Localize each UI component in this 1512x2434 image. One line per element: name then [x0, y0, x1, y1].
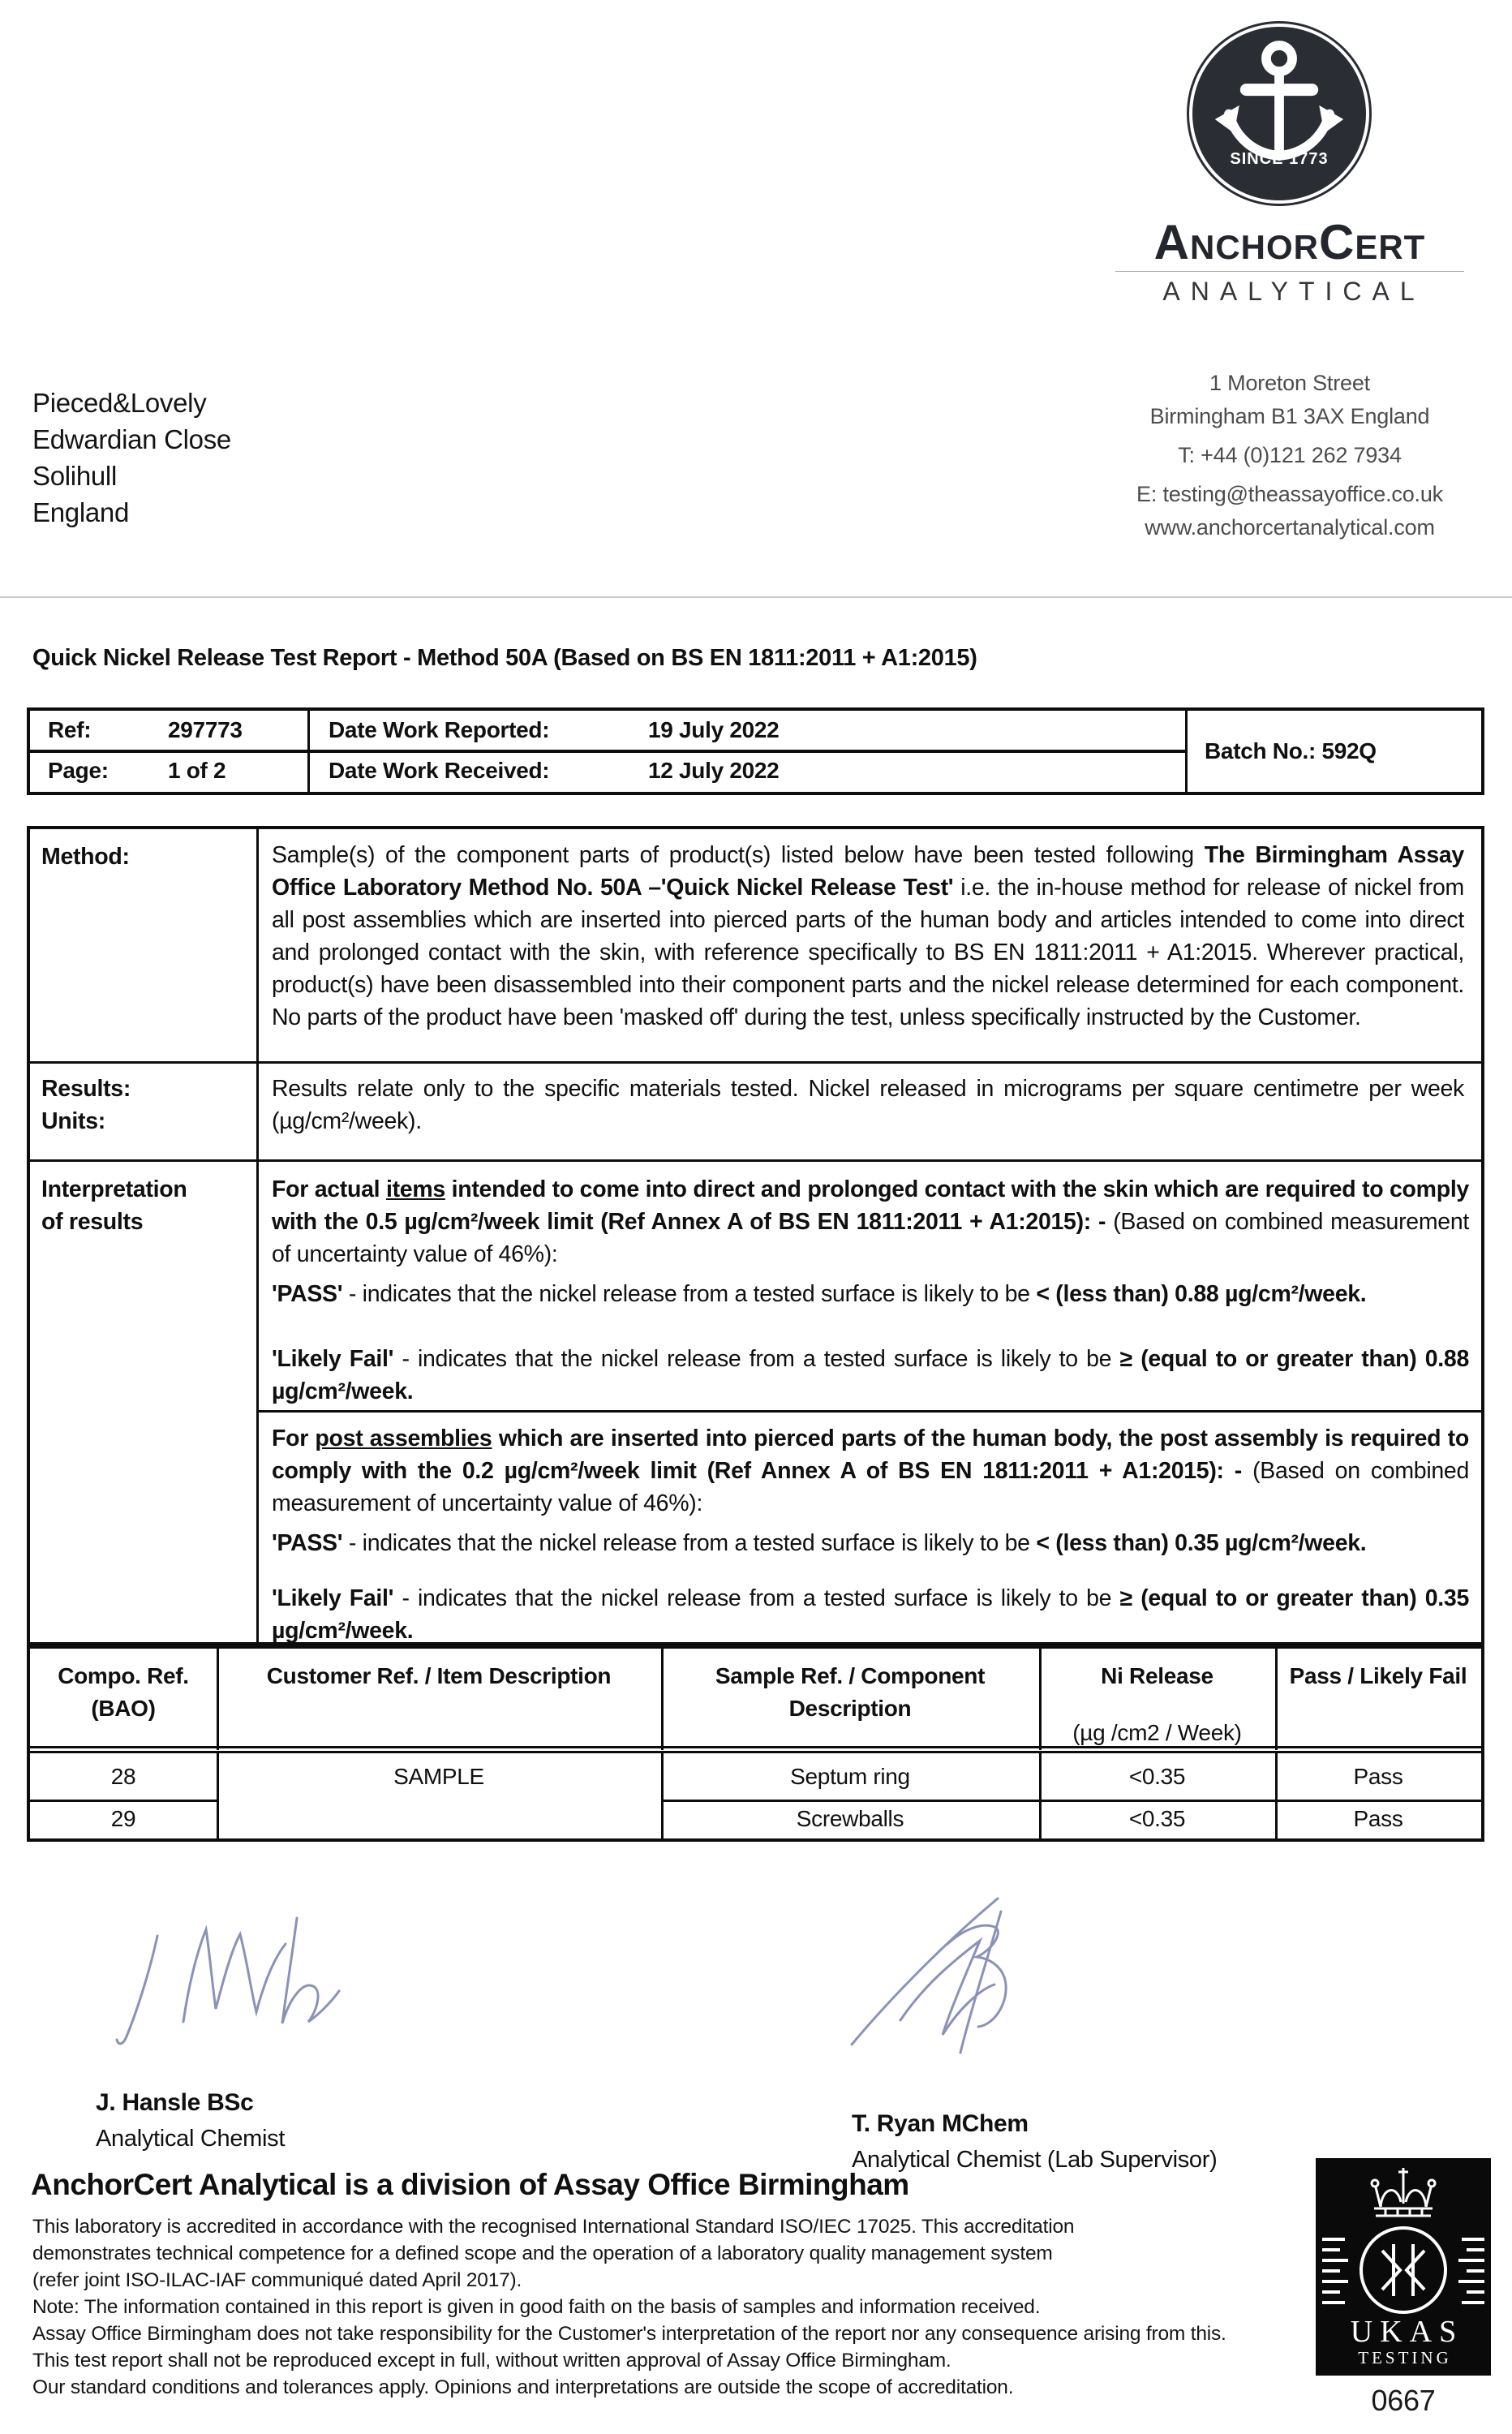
interpretation-block1: [272, 1173, 1469, 1408]
lab-city: Birmingham B1 3AX England: [1149, 404, 1430, 428]
signatory-left-title: Analytical Chemist: [96, 2126, 286, 2152]
lab-email: E: testing@theassayoffice.co.uk: [1136, 482, 1443, 506]
ref-label: Ref:: [48, 717, 92, 742]
method-text: Sample(s) of the component parts of product(s) listed below have been tested following The Birmingham Assay Office Laboratory Method No. 50A –'Quick Nickel Release Test' i.e. the in-house method for release of nickel from all post assemblies which are inserted into pierced parts of the human body and articles intended to come into direct and prolonged contact with the skin, with reference specifically to BS EN 1811:2011 + A1:2015. Wherever practical, product(s) have been disassembled into their component parts and the nickel release determined for each component. No parts of the product have been 'masked off' during the test, unless specifically instructed by the Customer.: [272, 842, 1464, 1030]
footer-line: (refer joint ISO-ILAC-IAF communiqué dated April 2017).: [32, 2269, 522, 2291]
footer-heading: AnchorCert Analytical is a division of Assay Office Birmingham: [31, 2168, 909, 2201]
letterhead-divider: [0, 596, 1512, 598]
ref-value: 297773: [168, 717, 243, 742]
signatory-left: [96, 2085, 285, 2157]
interp1-pass: 'PASS' - indicates that the nickel release from a tested surface is likely to be < (less than) 0.88 µg/cm²/week.: [272, 1281, 1367, 1307]
brand-subtitle: ANALYTICAL: [1162, 277, 1425, 306]
row1-compo: 28: [110, 1764, 136, 1789]
header-sample-ref: Sample Ref. / Component Description: [715, 1663, 986, 1721]
row2-ni: <0.35: [1128, 1806, 1186, 1831]
footer-line: This laboratory is accredited in accordance with the recognised International Standard ISO/IEC 17025. This accreditation: [32, 2216, 1075, 2238]
results-table: [27, 1645, 1484, 1842]
results-text: Results relate only to the specific materials tested. Nickel released in micrograms per square centimetre per week (µg/cm²/week).: [272, 1076, 1464, 1134]
anchorcert-logo: [1187, 21, 1372, 206]
lab-contact-block: [1103, 367, 1476, 544]
signatory-right: [852, 2106, 1217, 2178]
footer-disclaimer: [32, 2213, 1226, 2401]
customer-address: [32, 385, 231, 531]
brand-divider: [1115, 271, 1464, 272]
footer-line: Assay Office Birmingham does not take responsibility for the Customer's interpretation of the report nor any consequence arising from this.: [32, 2323, 1226, 2345]
interp2-pass: 'PASS' - indicates that the nickel release from a tested surface is likely to be < (less than) 0.35 µg/cm²/week.: [272, 1530, 1367, 1556]
signatory-right-title: Analytical Chemist (Lab Supervisor): [852, 2147, 1218, 2173]
lab-street: 1 Moreton Street: [1209, 371, 1370, 395]
interp1-fail: 'Likely Fail' - indicates that the nickel release from a tested surface is likely to be ≥ (equal to or greater than) 0.88 µg/cm²/week.: [272, 1346, 1469, 1404]
logo-since-text: SINCE 1773: [1230, 150, 1329, 168]
ukas-accreditation-logo: [1316, 2158, 1491, 2376]
footer-line: demonstrates technical competence for a defined scope and the operation of a laboratory quality management system: [32, 2243, 1053, 2264]
method-label: Method:: [41, 844, 130, 870]
page-label: Page:: [48, 758, 109, 783]
row1-component: Septum ring: [790, 1764, 910, 1789]
customer-name: Pieced&Lovely: [32, 388, 207, 418]
batch-number: Batch No.: 592Q: [1205, 738, 1377, 763]
header-ni-release: Ni Release (µg /cm2 / Week): [1072, 1663, 1242, 1745]
info-table: [27, 826, 1484, 1645]
page-value: 1 of 2: [168, 758, 226, 783]
interpretation-label: Interpretation of results: [41, 1176, 187, 1235]
lab-website: www.anchorcertanalytical.com: [1145, 515, 1435, 540]
row2-component: Screwballs: [796, 1806, 904, 1831]
lab-phone: T: +44 (0)121 262 7934: [1178, 443, 1402, 467]
row1-result: Pass: [1353, 1764, 1403, 1789]
logo-disc: [1192, 27, 1366, 200]
footer-line: This test report shall not be reproduced except in full, without written approval of Assay Office Birmingham.: [32, 2350, 951, 2372]
date-reported-value: 19 July 2022: [648, 717, 780, 742]
signatory-right-name: T. Ryan MChem: [852, 2110, 1029, 2137]
interp2-intro: For post assemblies which are inserted into pierced parts of the human body, the post assembly is required to comply with the 0.2 µg/cm²/week limit (Ref Annex A of BS EN 1811:2011 + A1:2015): - (Based on combined measurement of uncertainty value of 46%):: [272, 1426, 1469, 1516]
row2-compo: 29: [110, 1806, 136, 1831]
row1-ni: <0.35: [1128, 1764, 1186, 1789]
ref-table: [27, 707, 1484, 795]
date-received-value: 12 July 2022: [648, 758, 780, 783]
report-title: Quick Nickel Release Test Report - Method 50A (Based on BS EN 1811:2011 + A1:2015): [32, 645, 977, 671]
signatory-left-name: J. Hansle BSc: [96, 2089, 254, 2116]
date-received-label: Date Work Received:: [329, 758, 550, 783]
customer-street: Edwardian Close: [32, 424, 231, 454]
header-customer-ref: Customer Ref. / Item Description: [266, 1663, 612, 1688]
interp1-intro: For actual items intended to come into direct and prolonged contact with the skin which are required to comply with the 0.5 µg/cm²/week limit (Ref Annex A of BS EN 1811:2011 + A1:2015): - (Based on combined measurement of uncertainty value of 46%):: [272, 1176, 1470, 1267]
brand-name: AnchorCert: [1153, 215, 1426, 269]
signature-right: [819, 1882, 1079, 2085]
brand-block: [1107, 217, 1472, 307]
header-compo-ref: Compo. Ref. (BAO): [58, 1663, 189, 1721]
header-pass-fail: Pass / Likely Fail: [1289, 1663, 1467, 1688]
date-reported-label: Date Work Reported:: [329, 717, 550, 742]
ukas-number: 0667: [1371, 2384, 1436, 2417]
results-label: Results: Units:: [41, 1076, 131, 1134]
interpretation-block2: [272, 1422, 1469, 1647]
ukas-name: UKAS: [1350, 2315, 1464, 2349]
footer-line: Our standard conditions and tolerances apply. Opinions and interpretations are outside the scope of accreditation.: [32, 2376, 1014, 2398]
ukas-type: TESTING: [1358, 2348, 1452, 2367]
signature-left: [89, 1890, 357, 2077]
interp2-fail: 'Likely Fail' - indicates that the nickel release from a tested surface is likely to be ≥ (equal to or greater than) 0.35 µg/cm²/week.: [272, 1585, 1469, 1644]
customer-country: England: [32, 497, 130, 527]
row1-customer: SAMPLE: [393, 1764, 484, 1789]
row2-result: Pass: [1353, 1806, 1403, 1831]
customer-town: Solihull: [32, 461, 117, 491]
footer-line: Note: The information contained in this report is given in good faith on the basis of samples and information received.: [32, 2296, 1041, 2318]
